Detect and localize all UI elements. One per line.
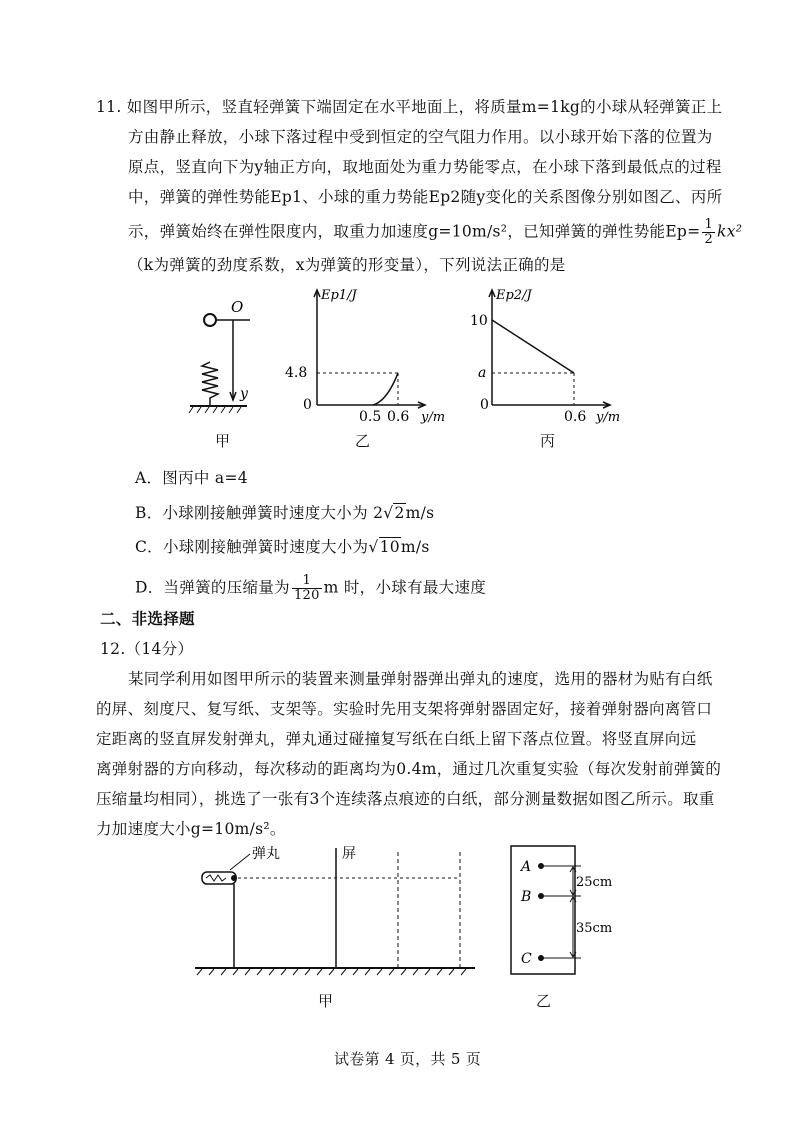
ep1-axis-label: Ep1/J <box>321 288 357 303</box>
tick-10: 10 <box>470 313 488 329</box>
option-c: C．小球刚接触弹簧时速度大小为√10m/s <box>135 538 430 556</box>
point-b: B <box>521 889 532 905</box>
option-d: D．当弹簧的压缩量为 $\frac{1}{120}$ m 时，小球有最大速度 <box>135 573 487 603</box>
ep2-axis-label: Ep2/J <box>496 288 532 303</box>
tick-4.8: 4.8 <box>285 365 308 381</box>
q12-line-1: 某同学利用如图甲所示的装置来测量弹射器弹出弹丸的速度，选用的器材为贴有白纸 <box>128 670 713 688</box>
fig-launcher <box>190 840 480 985</box>
q12-line-2: 的屏、刻度尺、复写纸、支架等。实验时先用支架将弹射器固定好，接着弹射器向离管口 <box>96 700 713 718</box>
q11-line-6: （k为弹簧的劲度系数，x为弹簧的形变量），下列说法正确的是 <box>128 256 566 274</box>
caption-bing: 丙 <box>540 432 556 450</box>
x-axis-label: y/m <box>596 410 621 425</box>
label-screen: 屏 <box>342 846 356 862</box>
page-footer: 试卷第 4 页，共 5 页 <box>334 1050 482 1068</box>
origin-zero: 0 <box>480 397 489 413</box>
q12-line-3: 定距离的竖直屏发射弹丸，弹丸通过碰撞复写纸在白纸上留下落点位置。将竖直屏向远 <box>96 730 697 748</box>
option-a: A．图丙中 a=4 <box>135 469 248 487</box>
fig-ep1-graph <box>285 285 455 425</box>
dist-ab: 25cm <box>576 875 613 890</box>
q11-line-2: 方由静止释放，小球下落过程中受到恒定的空气阻力作用。以小球开始下落的位置为 <box>128 128 713 146</box>
label-pellet: 弹丸 <box>252 846 280 862</box>
tick-0.6: 0.6 <box>564 409 587 425</box>
fig-paper-marks <box>505 840 625 980</box>
q12-header: 12.（14分） <box>100 640 194 658</box>
tick-0.6: 0.6 <box>387 409 410 425</box>
dist-bc: 35cm <box>576 921 613 936</box>
x-axis-label: y/m <box>421 410 446 425</box>
origin-zero: 0 <box>303 397 312 413</box>
q11-number: 11. <box>96 98 122 116</box>
pellet <box>231 875 237 881</box>
formula-fraction: $\frac{1}{2}$ <box>704 217 714 247</box>
point-a: A <box>521 859 532 875</box>
origin-label: O <box>231 298 244 316</box>
caption-q12-yi: 乙 <box>536 992 552 1010</box>
q12-line-6: 力加速度大小g=10m/s²。 <box>96 820 286 838</box>
q11-line-1: 11. 如图甲所示，竖直轻弹簧下端固定在水平地面上，将质量m=1kg的小球从轻弹簧正上 <box>96 98 723 116</box>
q12-line-4: 离弹射器的方向移动，每次移动的距离均为0.4m，通过几次重复实验（每次发射前弹簧的 <box>96 760 722 778</box>
launcher-tube <box>202 872 236 884</box>
ball <box>204 314 216 326</box>
ep1-curve <box>373 373 398 405</box>
fig-spring <box>185 290 265 420</box>
y-axis-label: y <box>240 386 248 402</box>
tick-0.5: 0.5 <box>359 409 382 425</box>
q11-line-4: 中，弹簧的弹性势能Ep1、小球的重力势能Ep2随y变化的关系图像分别如图乙、丙所 <box>128 188 723 206</box>
caption-jia: 甲 <box>215 432 231 450</box>
q12-line-5: 压缩量均相同），挑选了一张有3个连续落点痕迹的白纸，部分测量数据如图乙所示。取重 <box>96 790 715 808</box>
point-c: C <box>521 951 532 967</box>
section-2-title: 二、非选择题 <box>100 609 195 628</box>
ep2-line <box>492 320 574 373</box>
q11-line-5: 示，弹簧始终在弹性限度内，取重力加速度g=10m/s²，已知弹簧的弹性势能Ep= $\frac{1}{2}$ kx² <box>128 217 743 247</box>
caption-q12-jia: 甲 <box>318 992 334 1010</box>
fig-ep2-graph <box>470 285 640 425</box>
option-b: B．小球刚接触弹簧时速度大小为 2√2m/s <box>135 504 435 522</box>
spring <box>202 362 218 406</box>
tick-a: a <box>478 365 487 381</box>
caption-yi: 乙 <box>355 432 371 450</box>
q11-line-3: 原点，竖直向下为y轴正方向，取地面处为重力势能零点，在小球下落到最低点的过程 <box>128 158 722 176</box>
